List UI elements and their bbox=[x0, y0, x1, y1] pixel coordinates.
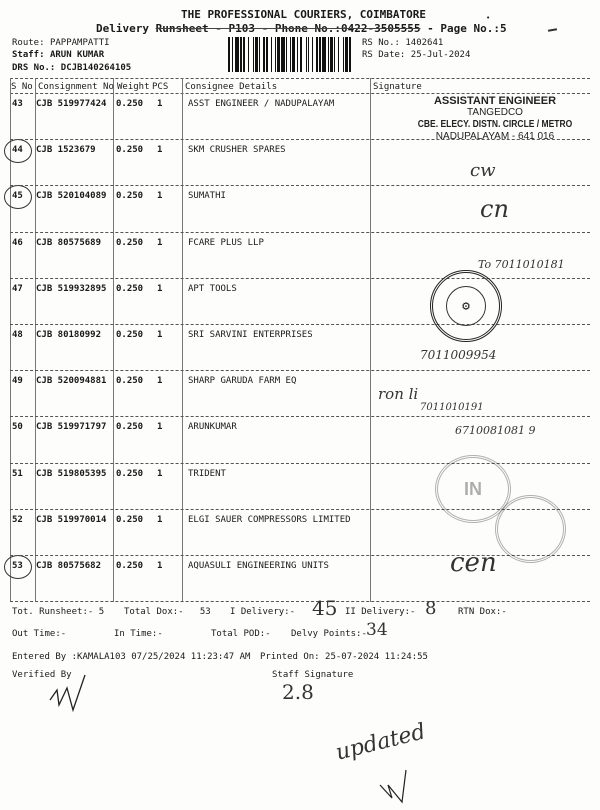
barcode-bar bbox=[351, 37, 352, 72]
route-label: Route: bbox=[12, 38, 45, 48]
column-header-consignee: Consignee Details bbox=[185, 82, 278, 92]
weight-value: 0.250 bbox=[116, 376, 144, 387]
consignee-details: SUMATHI bbox=[188, 191, 226, 202]
rs-no-value: 1402641 bbox=[405, 38, 444, 48]
company-name: THE PROFESSIONAL COURIERS, COIMBATORE bbox=[181, 8, 427, 21]
column-header-consignment: Consignment No bbox=[38, 82, 114, 92]
tangedco-stamp-line-4: NADUPALAYAM - 641 016 bbox=[435, 131, 555, 142]
weight-value: 0.250 bbox=[116, 99, 144, 109]
weight-value: 0.250 bbox=[116, 145, 144, 156]
runsheet-heading bbox=[96, 22, 507, 35]
serial-number: 51 bbox=[12, 468, 23, 479]
column-header-pcs: PCS bbox=[152, 82, 169, 92]
drs-label: DRS No.: bbox=[12, 63, 56, 73]
weight-value: 0.250 bbox=[116, 330, 144, 340]
delvy-points-label: Delvy Points:- bbox=[291, 629, 367, 639]
staff-label: Staff: bbox=[12, 50, 45, 60]
pcs-value: 1 bbox=[157, 191, 163, 202]
serial-number: 43 bbox=[12, 99, 23, 109]
i-delivery-label: I Delivery:- bbox=[230, 607, 296, 617]
row-separator bbox=[10, 555, 590, 556]
runsheet-heading-suffix: - Page No.:5 bbox=[420, 22, 507, 35]
weight-value: 0.250 bbox=[116, 422, 144, 433]
pcs-value: 1 bbox=[157, 376, 163, 387]
ii-delivery-label: II Delivery:- bbox=[345, 607, 416, 617]
serial-number: 48 bbox=[12, 330, 23, 340]
table-top-rule bbox=[10, 78, 590, 79]
consignee-details: SKM CRUSHER SPARES bbox=[188, 145, 286, 156]
company-round-stamp bbox=[495, 495, 566, 563]
tot-runsheet-value: 5 bbox=[98, 607, 105, 617]
pcs-value: 1 bbox=[157, 99, 163, 109]
consignment-number: CJB 519977424 bbox=[36, 99, 107, 109]
consignee-details: FCARE PLUS LLP bbox=[188, 237, 264, 248]
ii-delivery bbox=[345, 607, 415, 617]
tot-runsheet bbox=[12, 607, 104, 617]
serial-number: 46 bbox=[12, 237, 23, 248]
stamp-inner-circle: ⚙ bbox=[446, 286, 486, 326]
tot-runsheet-label: Tot. Runsheet:- bbox=[12, 607, 94, 617]
consignee-details: TRIDENT bbox=[188, 468, 226, 479]
table-row bbox=[10, 278, 590, 324]
consignee-details: ELGI SAUER COMPRESSORS LIMITED bbox=[188, 514, 351, 525]
consignee-details: ARUNKUMAR bbox=[188, 422, 237, 433]
handwritten-signature: cw bbox=[470, 160, 496, 181]
row-separator bbox=[10, 278, 590, 279]
handwritten-signature: cn bbox=[480, 195, 509, 223]
table-row bbox=[10, 370, 590, 416]
route-value: PAPPAMPATTI bbox=[49, 38, 110, 48]
rs-date-value: 25-Jul-2024 bbox=[410, 50, 471, 60]
weight-value: 0.250 bbox=[116, 191, 144, 202]
route-field bbox=[12, 38, 110, 48]
out-time-label: Out Time:- bbox=[12, 629, 67, 639]
consignment-number: CJB 80180992 bbox=[36, 330, 102, 340]
weight-value: 0.250 bbox=[116, 561, 144, 571]
speck-mark bbox=[548, 28, 557, 32]
rs-no-field bbox=[362, 38, 443, 48]
total-dox-value: 53 bbox=[199, 607, 211, 617]
weight-value: 0.250 bbox=[116, 283, 144, 294]
tangedco-stamp-line-1: ASSISTANT ENGINEER bbox=[433, 95, 557, 107]
serial-number: 45 bbox=[12, 191, 23, 202]
row-separator bbox=[10, 416, 590, 417]
pcs-value: 1 bbox=[157, 283, 163, 294]
i-delivery bbox=[230, 607, 295, 617]
handwritten-phone: 7011010191 bbox=[420, 402, 484, 413]
consignment-number: CJB 519970014 bbox=[36, 514, 107, 525]
weight-value: 0.250 bbox=[116, 514, 144, 525]
rs-date-field bbox=[362, 50, 470, 60]
consignment-number: CJB 80575689 bbox=[36, 237, 102, 248]
column-header-signature: Signature bbox=[373, 82, 422, 92]
barcode bbox=[228, 37, 353, 72]
tangedco-stamp-line-2: TANGEDCO bbox=[467, 107, 523, 118]
total-pod-label: Total POD:- bbox=[211, 629, 271, 639]
column-header-weight: Weight bbox=[117, 82, 150, 92]
staff-field bbox=[12, 50, 104, 60]
consignee-details: AQUASULI ENGINEERING UNITS bbox=[188, 561, 329, 571]
consignment-number: CJB 520094881 bbox=[36, 376, 107, 387]
table-bottom-rule bbox=[10, 601, 590, 602]
pcs-value: 1 bbox=[157, 145, 163, 156]
pcs-value: 1 bbox=[157, 468, 163, 479]
runsheet-heading-prefix: Delivery bbox=[96, 22, 156, 35]
consignee-details: SHARP GARUDA FARM EQ bbox=[188, 376, 297, 387]
drs-field bbox=[12, 63, 131, 73]
printed-on: Printed On: 25-07-2024 11:24:55 bbox=[260, 652, 428, 662]
column-header-sno: S No bbox=[11, 82, 33, 92]
total-dox-label: Total Dox:- bbox=[124, 607, 184, 617]
serial-number: 47 bbox=[12, 283, 23, 294]
weight-value: 0.250 bbox=[116, 468, 144, 479]
table-row bbox=[10, 555, 590, 601]
delvy-points-value: 34 bbox=[366, 620, 388, 640]
verified-by-signature bbox=[45, 680, 105, 720]
in-time-label: In Time:- bbox=[114, 629, 163, 639]
staff-signature-hand: 2.8 bbox=[282, 680, 314, 704]
weight-value: 0.250 bbox=[116, 237, 144, 248]
i-delivery-value: 45 bbox=[312, 596, 338, 620]
consignment-number: CJB 519805395 bbox=[36, 468, 107, 479]
pcs-value: 1 bbox=[157, 330, 163, 340]
consignment-number: CJB 80575682 bbox=[36, 561, 102, 571]
rtn-dox-label: RTN Dox:- bbox=[458, 607, 507, 617]
row-separator bbox=[10, 370, 590, 371]
handwritten-note: ron li bbox=[378, 385, 419, 403]
row-separator bbox=[10, 324, 590, 325]
pcs-value: 1 bbox=[157, 514, 163, 525]
row-separator bbox=[10, 232, 590, 233]
hand-drawn-circle bbox=[4, 555, 32, 579]
pcs-value: 1 bbox=[157, 561, 163, 571]
serial-number: 44 bbox=[12, 145, 23, 156]
table-row bbox=[10, 139, 590, 185]
handwritten-phone: To 7011010181 bbox=[478, 258, 565, 271]
row-separator bbox=[10, 463, 590, 464]
serial-number: 50 bbox=[12, 422, 23, 433]
rs-date-label: RS Date: bbox=[362, 50, 406, 60]
drs-value: DCJB140264105 bbox=[60, 63, 132, 73]
consignment-number: CJB 519971797 bbox=[36, 422, 107, 433]
verified-by-label: Verified By bbox=[12, 670, 72, 680]
updated-note: updated bbox=[333, 719, 429, 766]
serial-number: 52 bbox=[12, 514, 23, 525]
row-separator bbox=[10, 185, 590, 186]
handwritten-signature: cen bbox=[450, 548, 497, 578]
handwritten-phone: 7011009954 bbox=[420, 348, 497, 362]
entered-by: Entered By :KAMALA103 07/25/2024 11:23:47 AM bbox=[12, 652, 251, 662]
consignee-details: ASST ENGINEER / NADUPALAYAM bbox=[188, 99, 335, 109]
tangedco-stamp-line-3: CBE. ELECY. DISTN. CIRCLE / METRO bbox=[417, 119, 573, 130]
serial-number: 49 bbox=[12, 376, 23, 387]
staff-value: ARUN KUMAR bbox=[49, 50, 105, 60]
company-round-stamp bbox=[430, 270, 502, 342]
consignment-number: CJB 519932895 bbox=[36, 283, 107, 294]
rtn-dox bbox=[458, 607, 507, 617]
hand-drawn-circle bbox=[4, 139, 32, 163]
hand-drawn-circle bbox=[4, 185, 32, 209]
consignee-details: APT TOOLS bbox=[188, 283, 237, 294]
speck-mark: • bbox=[486, 14, 491, 22]
ii-delivery-value: 8 bbox=[425, 598, 437, 619]
pcs-value: 1 bbox=[157, 237, 163, 248]
runsheet-heading-struck: Runsheet - P103 - Phone No.:0422-3505555 bbox=[155, 22, 421, 35]
consignment-number: CJB 1523679 bbox=[36, 145, 96, 156]
consignee-details: SRI SARVINI ENTERPRISES bbox=[188, 330, 313, 340]
rs-no-label: RS No.: bbox=[362, 38, 400, 48]
consignment-number: CJB 520104089 bbox=[36, 191, 107, 202]
pcs-value: 1 bbox=[157, 422, 163, 433]
table-row bbox=[10, 324, 590, 370]
serial-number: 53 bbox=[12, 561, 23, 571]
staff-signature-label: Staff Signature bbox=[272, 670, 354, 680]
handwritten-phone: 6710081081 9 bbox=[455, 424, 536, 437]
updated-tick-mark bbox=[380, 780, 420, 810]
stamp-logo-text: IN bbox=[464, 478, 482, 499]
total-dox bbox=[124, 607, 211, 617]
